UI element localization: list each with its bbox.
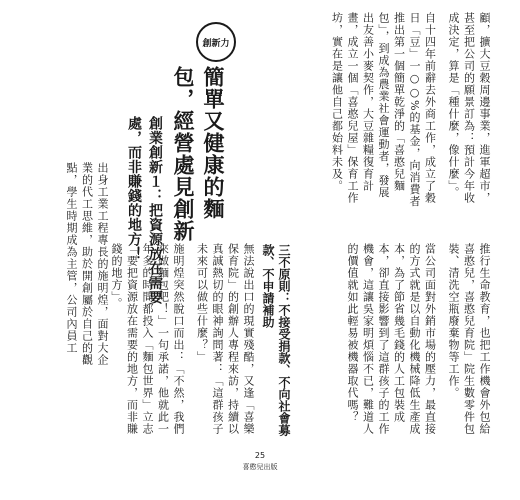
paragraph: 無法說出口的現實殘酷，又逢「喜樂保育院」的創辦人專程來訪，持續以真誠熱切的眼神詢問著：「這群孩子未來可以做些什麼？」 [195, 243, 255, 435]
lead-heading: 創業創新１：把資源放在需要處，而非賺錢的地方！ [126, 116, 163, 305]
page-number: 25 [254, 451, 266, 460]
section-subheading: 三不原則：不接受捐款、不向社會募款、不申請補助 [261, 244, 291, 436]
upper-right-text-block [330, 12, 492, 210]
paragraph: 推行生命教育，也把工作機會外包給喜憨兒，喜憨兒育院」院生數零件包裝、清洗空瓶廢棄物等工作。 [447, 243, 491, 435]
footer-label: 喜憨兒出版 [242, 463, 278, 471]
left-text-block [22, 162, 110, 368]
badge-label: 創新力 [202, 38, 230, 49]
paragraph: 自十四年前辭去外商工作，成立了穀日「豆」一○○%的基金，向消費者推出第一個簡單乾淨的「喜憨兒麵包」，到成為農業社會運動者，發展出友善小麥契作，大豆雜糧復育計畫，成立一個「喜憨兒屋」保育工作坊，實在是讓他自己都始料未及。 [330, 12, 437, 208]
chapter-title: 簡單又健康的麵包，經營處見創新 [171, 66, 225, 242]
paragraph: 顧，擴大豆穀周邊事業，進軍超市，甚至把公司的願景訂為：預計今年收成決定，算是「種什麼，像什麼」。 [447, 12, 491, 204]
paragraph: 出身工業工程專長的施明煌，面對大企業的代工思維，助於開創屬於自己的觀點，學生時期成為主管，公司內員工 [65, 162, 109, 366]
section-badge [196, 22, 236, 62]
lower-middle-text-block [110, 243, 256, 443]
paragraph: 當公司面對外銷市場的壓力，最直接的方式就是以自動化機械降低生產成本，為了節省幾毛錢的人工包裝成本，卻直接影響到了這群孩子的工作機會，這讓吳家明煩惱不已，難道人的價值就如此輕易被機器取代嗎？ [346, 243, 437, 435]
paragraph: 施明煌突然脫口而出：「不然，我們來做麵包吧！」一句承諾，他就此一年多的時間都投入「麵包世界」立志「要把資源放在需要的地方，而非賺錢的地方」。 [110, 243, 185, 435]
lower-right-text-block [346, 243, 492, 443]
